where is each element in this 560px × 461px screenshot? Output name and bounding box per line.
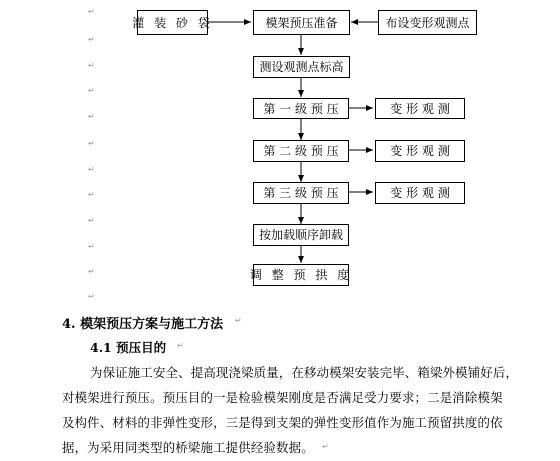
stage-1-preload-box: 第 一 级 预 压 [253, 98, 349, 119]
fill-sandbags-box: 灌 装 砂 袋 [137, 10, 208, 35]
paragraph-mark: ↵ [88, 35, 95, 44]
paragraph-mark: ↵ [88, 86, 95, 95]
observation-box-3: 变 形 观 测 [375, 182, 465, 204]
paragraph-mark: ↵ [88, 216, 95, 225]
paragraph-mark: ↵ [235, 316, 242, 325]
paragraph-mark: ↵ [88, 139, 95, 148]
observation-box-1: 变 形 观 测 [375, 98, 465, 119]
stage-2-preload-box: 第 二 级 预 压 [253, 140, 349, 162]
preload-preparation-box: 模架预压准备 [253, 10, 350, 35]
paragraph-mark: ↵ [88, 7, 95, 16]
body-line: 对模架进行预压。预压目的一是检验模架刚度是否满足受力要求；二是消除模架 [62, 390, 503, 405]
body-line: 据，为采用同类型的桥梁施工提供经验数据。 [62, 440, 314, 455]
unload-in-order-box: 按加载顺序卸载 [253, 224, 349, 246]
paragraph-mark: ↵ [88, 267, 95, 276]
paragraph-mark: ↵ [88, 165, 95, 174]
stage-3-preload-box: 第 三 级 预 压 [253, 182, 349, 204]
paragraph-mark: ↵ [88, 190, 95, 199]
set-observation-points-box: 布设变形观测点 [378, 10, 477, 35]
subsection-heading: 4.1 预压目的 [90, 340, 167, 355]
paragraph-mark: ↵ [88, 242, 95, 251]
paragraph-mark: ↵ [88, 292, 95, 301]
measure-elevation-box: 测设观测点标高 [253, 56, 350, 78]
paragraph-mark: ↵ [322, 442, 329, 451]
observation-box-2: 变 形 观 测 [375, 140, 465, 162]
paragraph-mark: ↵ [177, 341, 184, 350]
body-line: 为保证施工安全、提高现浇梁质量，在移动模架安装完毕、箱梁外模铺好后， [90, 365, 519, 380]
paragraph-mark: ↵ [88, 61, 95, 70]
adjust-camber-box: 调 整 预 拱 度 [253, 264, 349, 286]
section-heading: 4. 模架预压方案与施工方法 [62, 317, 224, 332]
paragraph-mark: ↵ [88, 112, 95, 121]
body-line: 及构件、材料的非弹性变形，三是得到支架的弹性变形值作为施工预留拱度的依 [62, 415, 503, 430]
